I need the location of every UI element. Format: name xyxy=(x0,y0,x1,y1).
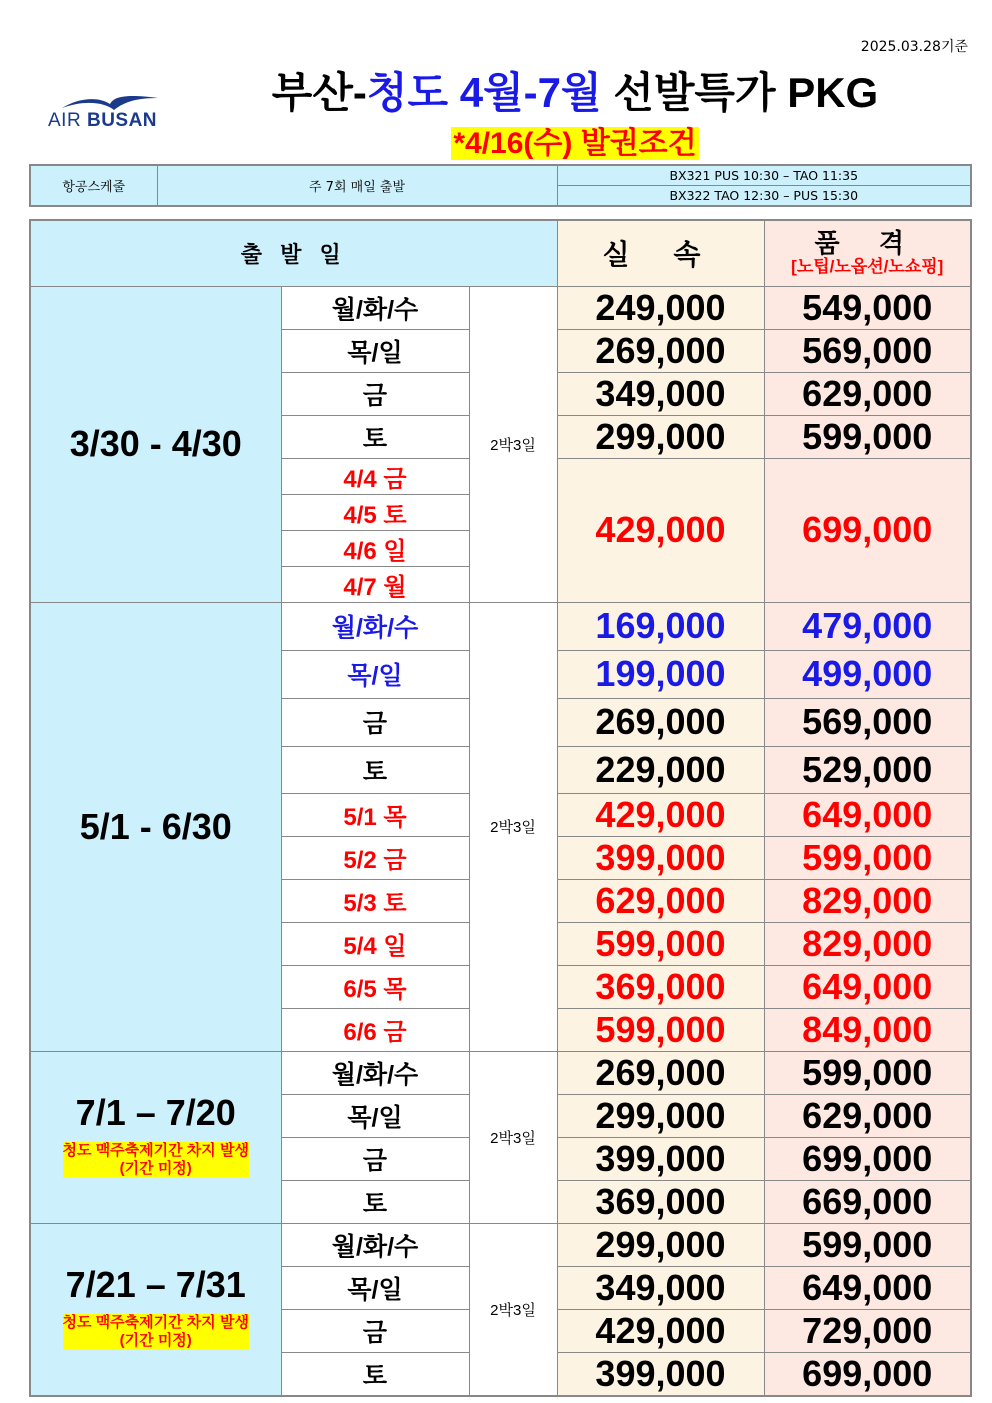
header-premium-title: 품 격 xyxy=(814,228,920,259)
day-cell: 토 xyxy=(281,415,469,458)
premium-price-cell: 569,000 xyxy=(764,698,971,746)
real-price-cell: 399,000 xyxy=(557,1137,764,1180)
duration-cell: 2박3일 xyxy=(469,1223,557,1396)
real-price-cell: 299,000 xyxy=(557,1094,764,1137)
day-cell: 금 xyxy=(281,1309,469,1352)
logo-word-busan: BUSAN xyxy=(86,110,158,131)
title-origin: 부산- xyxy=(271,69,367,116)
real-price-cell: 299,000 xyxy=(557,1223,764,1266)
day-cell: 월/화/수 xyxy=(281,1223,469,1266)
day-cell: 월/화/수 xyxy=(281,1051,469,1094)
real-price-cell: 269,000 xyxy=(557,329,764,372)
title-product: 선발특가 PKG xyxy=(601,69,879,116)
title-destination: 청도 4월-7월 xyxy=(366,69,602,116)
period-cell xyxy=(30,1223,281,1396)
day-cell: 토 xyxy=(281,1180,469,1223)
real-price-cell: 269,000 xyxy=(557,698,764,746)
logo-word-air: AIR xyxy=(48,110,82,131)
day-cell: 5/4 일 xyxy=(281,922,469,965)
table-row xyxy=(30,602,971,650)
day-cell: 6/6 금 xyxy=(281,1008,469,1051)
real-price-cell: 299,000 xyxy=(557,415,764,458)
real-price-cell: 599,000 xyxy=(557,1008,764,1051)
day-cell: 5/2 금 xyxy=(281,836,469,879)
bird-icon xyxy=(48,92,160,112)
day-cell: 금 xyxy=(281,372,469,415)
day-cell: 5/3 토 xyxy=(281,879,469,922)
premium-price-cell: 699,000 xyxy=(764,1137,971,1180)
real-price-cell: 429,000 xyxy=(557,1309,764,1352)
premium-price-cell: 499,000 xyxy=(764,650,971,698)
duration-cell: 2박3일 xyxy=(469,1051,557,1223)
beer-festival-note-line2: (기간 미정) xyxy=(119,1332,192,1349)
day-cell: 목/일 xyxy=(281,650,469,698)
premium-price-cell: 529,000 xyxy=(764,746,971,793)
holiday-day-cell: 4/6 일 xyxy=(281,530,469,566)
schedule-frequency: 주 7회 매일 출발 xyxy=(157,165,557,206)
day-cell: 월/화/수 xyxy=(281,286,469,329)
duration-cell: 2박3일 xyxy=(469,602,557,1051)
day-cell: 토 xyxy=(281,1352,469,1396)
premium-price-cell: 849,000 xyxy=(764,1008,971,1051)
real-price-cell: 349,000 xyxy=(557,372,764,415)
day-cell: 목/일 xyxy=(281,1094,469,1137)
holiday-premium-price-cell: 699,000 xyxy=(764,458,971,602)
period-cell: 5/1 - 6/30 xyxy=(30,602,281,1051)
day-cell: 금 xyxy=(281,1137,469,1180)
real-price-cell: 429,000 xyxy=(557,793,764,836)
premium-price-cell: 569,000 xyxy=(764,329,971,372)
flight-schedule-table xyxy=(29,164,972,207)
premium-price-cell: 599,000 xyxy=(764,1223,971,1266)
day-cell: 금 xyxy=(281,698,469,746)
air-busan-logo xyxy=(48,92,160,134)
premium-price-cell: 629,000 xyxy=(764,372,971,415)
beer-festival-note xyxy=(63,1314,249,1350)
table-row xyxy=(30,286,971,329)
beer-festival-note-line2: (기간 미정) xyxy=(119,1160,192,1177)
period-label: 7/21 – 7/31 xyxy=(65,1264,246,1305)
real-price-cell: 399,000 xyxy=(557,836,764,879)
premium-price-cell: 699,000 xyxy=(764,1352,971,1396)
period-label: 7/1 – 7/20 xyxy=(75,1092,236,1133)
premium-price-cell: 599,000 xyxy=(764,1051,971,1094)
header-premium-subtitle: [노팁/노옵션/노쇼핑] xyxy=(791,257,944,277)
page-title xyxy=(160,60,990,120)
reference-date: 2025.03.28기준 xyxy=(860,39,968,55)
schedule-label: 항공스케줄 xyxy=(30,165,157,206)
real-price-cell: 369,000 xyxy=(557,1180,764,1223)
beer-festival-note-line1: 청도 맥주축제기간 차지 발생 xyxy=(62,1142,249,1159)
header-real-price: 실 속 xyxy=(557,220,764,286)
day-cell: 목/일 xyxy=(281,1266,469,1309)
day-cell: 월/화/수 xyxy=(281,602,469,650)
price-table xyxy=(29,219,972,1397)
ticketing-condition-text: *4/16(수) 발권조건 xyxy=(453,127,697,160)
premium-price-cell: 829,000 xyxy=(764,922,971,965)
beer-festival-note xyxy=(63,1142,249,1178)
premium-price-cell: 479,000 xyxy=(764,602,971,650)
day-cell: 목/일 xyxy=(281,329,469,372)
table-row xyxy=(30,1051,971,1094)
flight-inbound: BX322 TAO 12:30 – PUS 15:30 xyxy=(557,186,971,207)
real-price-cell: 349,000 xyxy=(557,1266,764,1309)
premium-price-cell: 599,000 xyxy=(764,415,971,458)
real-price-cell: 629,000 xyxy=(557,879,764,922)
premium-price-cell: 629,000 xyxy=(764,1094,971,1137)
holiday-day-cell: 4/4 금 xyxy=(281,458,469,494)
header-departure-date: 출 발 일 xyxy=(30,220,557,286)
premium-price-cell: 649,000 xyxy=(764,1266,971,1309)
day-cell: 5/1 목 xyxy=(281,793,469,836)
flight-outbound: BX321 PUS 10:30 – TAO 11:35 xyxy=(557,165,971,186)
beer-festival-note-line1: 청도 맥주축제기간 차지 발생 xyxy=(62,1314,249,1331)
real-price-cell: 199,000 xyxy=(557,650,764,698)
real-price-cell: 599,000 xyxy=(557,922,764,965)
real-price-cell: 399,000 xyxy=(557,1352,764,1396)
premium-price-cell: 829,000 xyxy=(764,879,971,922)
premium-price-cell: 649,000 xyxy=(764,965,971,1008)
premium-price-cell: 649,000 xyxy=(764,793,971,836)
header-premium-price xyxy=(764,220,971,286)
holiday-day-cell: 4/7 월 xyxy=(281,566,469,602)
period-cell xyxy=(30,1051,281,1223)
duration-cell: 2박3일 xyxy=(469,286,557,602)
premium-price-cell: 599,000 xyxy=(764,836,971,879)
price-table-header xyxy=(30,220,971,286)
day-cell: 6/5 목 xyxy=(281,965,469,1008)
premium-price-cell: 729,000 xyxy=(764,1309,971,1352)
period-cell: 3/30 - 4/30 xyxy=(30,286,281,602)
table-row xyxy=(30,1223,971,1266)
real-price-cell: 369,000 xyxy=(557,965,764,1008)
premium-price-cell: 669,000 xyxy=(764,1180,971,1223)
premium-price-cell: 549,000 xyxy=(764,286,971,329)
real-price-cell: 229,000 xyxy=(557,746,764,793)
ticketing-condition xyxy=(160,118,990,162)
real-price-cell: 249,000 xyxy=(557,286,764,329)
real-price-cell: 269,000 xyxy=(557,1051,764,1094)
day-cell: 토 xyxy=(281,746,469,793)
holiday-real-price-cell: 429,000 xyxy=(557,458,764,602)
real-price-cell: 169,000 xyxy=(557,602,764,650)
holiday-day-cell: 4/5 토 xyxy=(281,494,469,530)
